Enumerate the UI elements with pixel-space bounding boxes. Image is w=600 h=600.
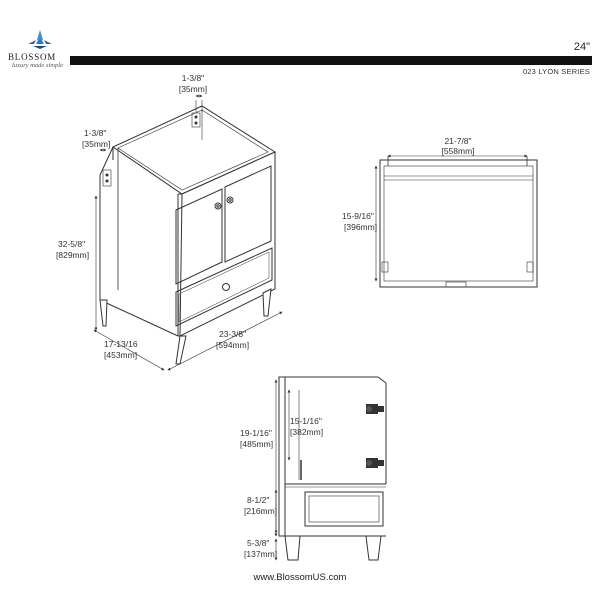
hinge-icon-upper: [366, 404, 384, 414]
section-leg-mm: [137mm]: [244, 549, 278, 559]
series-label: 023 LYON SERIES: [522, 67, 590, 76]
iso-depth-in: 17-13/16: [104, 339, 138, 349]
section-upper-mm: [485mm]: [240, 439, 274, 449]
section-leg-left: [285, 536, 300, 560]
section-upper-in: 19-1/16": [240, 428, 272, 438]
section-view: [279, 377, 386, 560]
iso-side-depth-in: 1-3/8": [84, 128, 107, 138]
iso-height-mm: [829mm]: [56, 250, 90, 260]
brand-name: BLOSSOM: [8, 52, 57, 62]
section-drawer-in: 8-1/2": [247, 495, 270, 505]
iso-top-depth-in: 1-3/8": [181, 73, 205, 83]
iso-height-in: 32-5/8": [58, 239, 86, 249]
iso-leg-front-left: [176, 336, 186, 364]
hinge-icon-lower: [366, 458, 384, 468]
top-depth-in: 15-9/16": [342, 211, 374, 221]
iso-leg-front-right: [263, 289, 271, 316]
section-leg-right: [366, 536, 381, 560]
brand-tagline: luxury made simple: [12, 62, 63, 69]
top-width-mm: [558mm]: [441, 146, 475, 156]
iso-top-depth-mm: [35mm]: [178, 84, 208, 94]
top-view-outline: [380, 160, 537, 287]
top-view: [380, 156, 537, 287]
section-dimensions: [276, 380, 289, 560]
top-depth-mm: [396mm]: [344, 222, 378, 232]
top-view-clip-left: [382, 262, 388, 272]
section-leg-in: 5-3/8": [247, 538, 270, 548]
top-view-clip-right: [527, 262, 533, 272]
footer-url[interactable]: www.BlossomUS.com: [253, 572, 347, 583]
size-label: 24": [573, 41, 590, 53]
iso-side-depth-mm: [35mm]: [82, 139, 111, 149]
iso-view: [100, 106, 275, 364]
iso-depth-mm: [453mm]: [104, 350, 138, 360]
section-left-panel: [279, 377, 285, 536]
section-inner-in: 15-1/16": [290, 416, 322, 426]
iso-clip-top: [192, 113, 200, 127]
iso-clip-side: [103, 170, 111, 186]
iso-width-in: 23-3/8": [219, 329, 247, 339]
section-drawer-mm: [216mm]: [244, 506, 278, 516]
top-width-in: 21-7/8": [444, 136, 472, 146]
iso-leg-back-left: [100, 300, 107, 326]
section-inner-mm: [382mm]: [290, 427, 324, 437]
iso-width-mm: [594mm]: [216, 340, 250, 350]
top-view-dimensions: [376, 156, 527, 281]
section-drawer: [305, 492, 383, 526]
iso-front-face: [180, 152, 275, 336]
